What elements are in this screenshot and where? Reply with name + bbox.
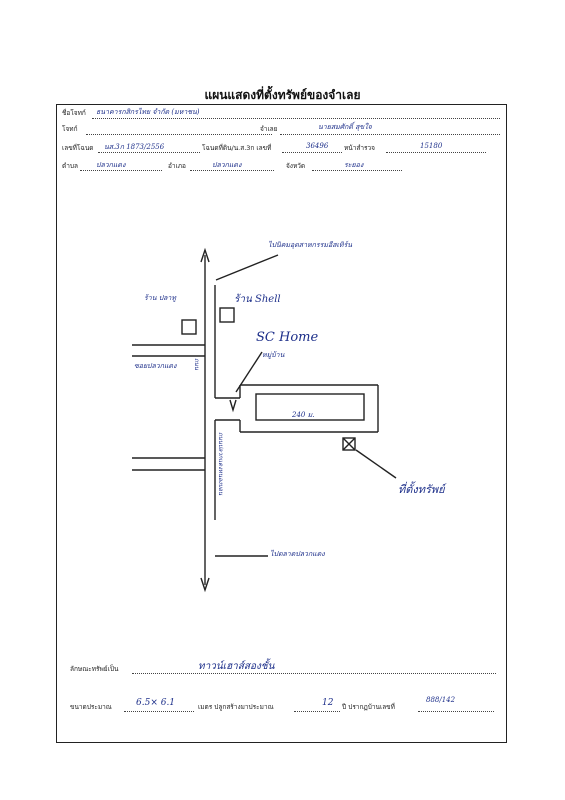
vertical-road-label: ถนนปลวกแดงหนองบอน [217, 432, 224, 496]
land-no-value: 36496 [306, 142, 329, 150]
side-road-label: ซอยปลวกแดง [134, 362, 177, 370]
left-shop-marker [182, 320, 196, 334]
plaintiff-label: โจทก์ [62, 125, 78, 133]
property-leader [356, 450, 396, 478]
top-road-leader [216, 255, 278, 280]
property-label: ที่ตั้งทรัพย์ [398, 483, 445, 496]
province-label: จังหวัด [286, 162, 306, 170]
bottom-road-label: ไปตลาดปลวกแดง [270, 550, 325, 558]
sc-home-leader [236, 352, 262, 392]
district-value: ปลวกแดง [212, 161, 242, 169]
deed-value: นส.3ก 1873/2556 [104, 143, 165, 151]
defendant-label: จำเลย [260, 125, 278, 133]
district-label: อำเภอ [168, 162, 186, 170]
sc-home-sub-label: หมู่บ้าน [262, 351, 285, 359]
survey-label: หน้าสำรวจ [344, 144, 375, 152]
owner-value: ธนาคารกสิกรไทย จำกัด (มหาชน) [96, 108, 200, 116]
survey-value: 15180 [420, 142, 443, 150]
condition-label: ลักษณะทรัพย์เป็น [70, 665, 119, 673]
shell-shop-marker [220, 308, 234, 322]
soi-arrow-icon [230, 400, 236, 410]
unit-label: เมตร ปลูกสร้างมาประมาณ [198, 703, 274, 711]
subdistrict-label: ตำบล [62, 162, 78, 170]
province-value: ระยอง [344, 161, 364, 169]
size-label: ขนาดประมาณ [70, 703, 112, 711]
vertical-top-label: ถนน [193, 358, 200, 370]
years-value: 12 [322, 698, 334, 708]
land-no-label: โฉนดที่ดิน/น.ส.3ก เลขที่ [202, 144, 272, 152]
left-shop-label: ร้าน ปลาทู [144, 294, 176, 302]
house-no-value: 888/142 [426, 696, 456, 704]
subdistrict-value: ปลวกแดง [96, 161, 126, 169]
house-no-label: ปี ปรากฏบ้านเลขที่ [342, 703, 395, 711]
owner-label: ชื่อโจทก์ [62, 109, 86, 117]
plot-label: 240 ม. [292, 411, 315, 419]
top-road-label: ไปนิคมอุตสาหกรรมอีสเทิร์น [268, 241, 353, 249]
defendant-value: นายสมศักดิ์ สุขใจ [318, 123, 372, 131]
document-title: แผนแสดงที่ตั้งทรัพย์ของจำเลย [204, 88, 361, 102]
deed-label: เลขที่โฉนด [62, 144, 94, 152]
condition-value: ทาวน์เฮาส์สองชั้น [198, 661, 275, 672]
shell-shop-label: ร้าน Shell [234, 294, 281, 305]
size-value: 6.5× 6.1 [136, 698, 176, 708]
sc-home-label: SC Home [256, 330, 319, 345]
